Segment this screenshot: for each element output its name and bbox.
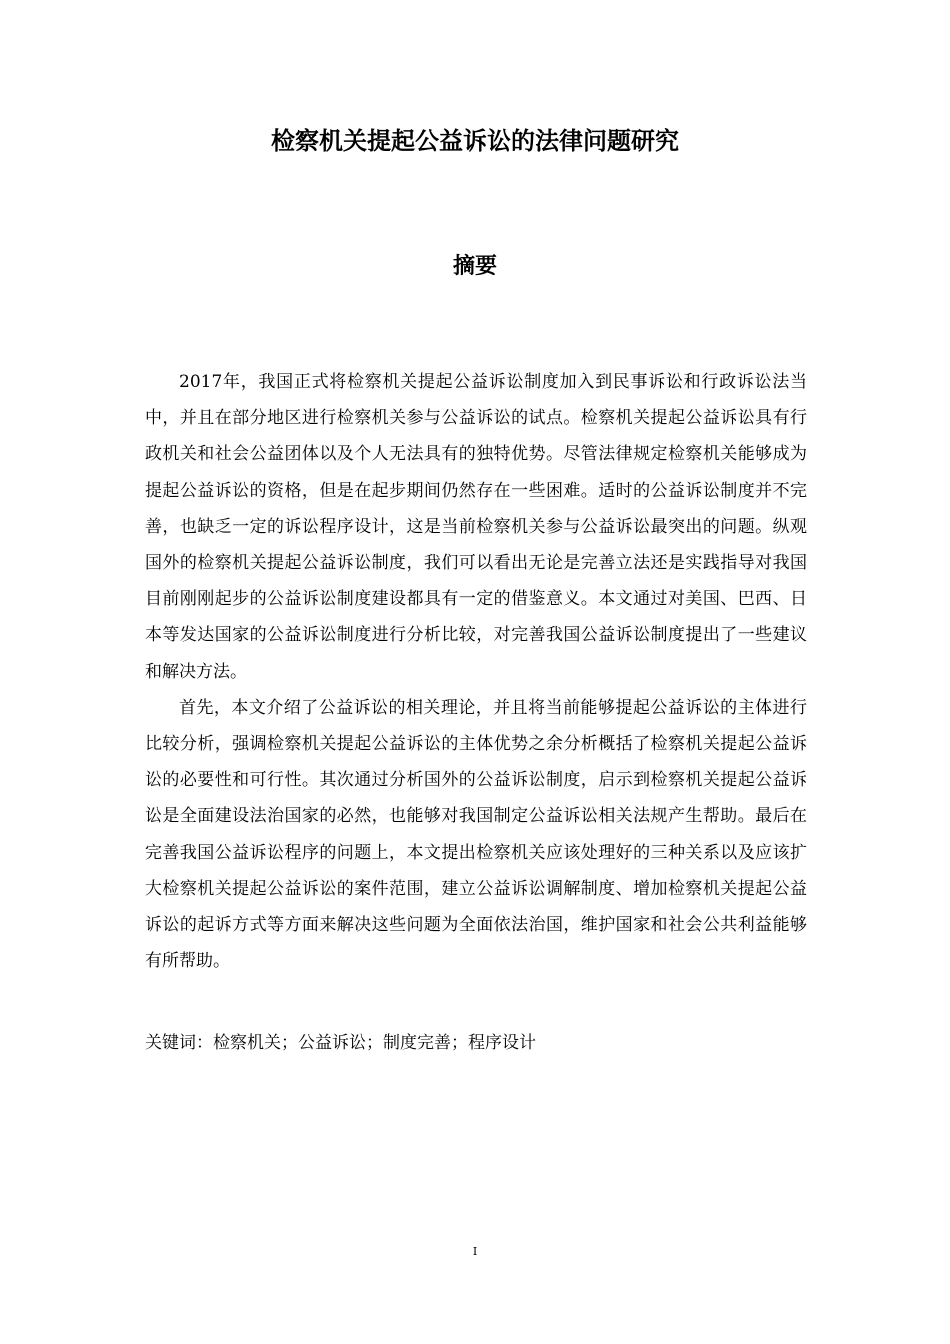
- abstract-body: [145, 364, 807, 979]
- abstract-heading: 摘要: [452, 254, 497, 279]
- page-title: 检察机关提起公益诉讼的法律问题研究: [271, 127, 679, 155]
- abstract-paragraph-2: 首先，本文介绍了公益诉讼的相关理论，并且将当前能够提起公益诉讼的主体进行比较分析，强调检察机关提起公益诉讼的主体优势之余分析概括了检察机关提起公益诉讼的必要性和可行性。其次通过分析国外的公益诉讼制度，启示到检察机关提起公益诉讼是全面建设法治国家的必然，也能够对我国制定公益诉讼相关法规产生帮助。最后在完善我国公益诉讼程序的问题上，本文提出检察机关应该处理好的三种关系以及应该扩大检察机关提起公益诉讼的案件范围，建立公益诉讼调解制度、增加检察机关提起公益诉讼的起诉方式等方面来解决这些问题为全面依法治国，维护国家和社会公共利益能够有所帮助。: [145, 697, 807, 972]
- keywords-line: 关键词：检察机关；公益诉讼；制度完善；程序设计: [145, 1033, 536, 1053]
- abstract-paragraph-1: 2017年，我国正式将检察机关提起公益诉讼制度加入到民事诉讼和行政诉讼法当中，并且在部分地区进行检察机关参与公益诉讼的试点。检察机关提起公益诉讼具有行政机关和社会公益团体以及个人无法具有的独特优势。尽管法律规定检察机关能够成为提起公益诉讼的资格，但是在起步期间仍然存在一些困难。适时的公益诉讼制度并不完善，也缺乏一定的诉讼程序设计，这是当前检察机关参与公益诉讼最突出的问题。纵观国外的检察机关提起公益诉讼制度，我们可以看出无论是完善立法还是实践指导对我国目前刚刚起步的公益诉讼制度建设都具有一定的借鉴意义。本文通过对美国、巴西、日本等发达国家的公益诉讼制度进行分析比较，对完善我国公益诉讼制度提出了一些建议和解决方法。: [145, 372, 807, 682]
- page-number: I: [472, 1245, 478, 1258]
